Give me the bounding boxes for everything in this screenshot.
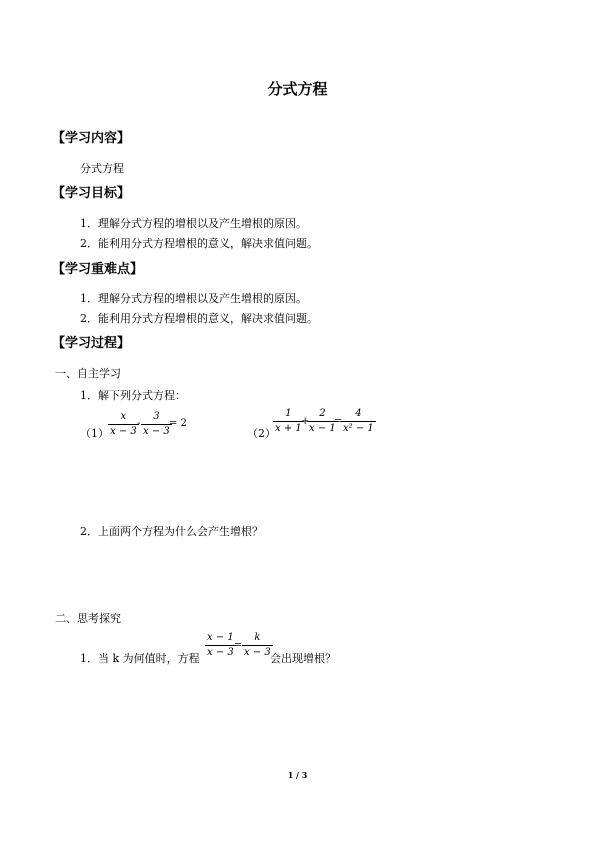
section-heading-goals: 【学习目标】: [52, 186, 131, 201]
page-title: 分式方程: [267, 80, 328, 98]
key-item-2: 2．能利用分式方程增根的意义，解决求值问题。: [80, 312, 318, 325]
eq1-fraction-1-numerator: x: [120, 411, 127, 422]
page-number: 1 / 3: [287, 770, 308, 780]
content-text: 分式方程: [80, 162, 124, 175]
eq1-rhs: = 2: [169, 418, 187, 429]
eq1-operator-1: -: [137, 418, 141, 429]
eq2-operator-1: +: [301, 416, 310, 427]
part2-operator: =: [234, 640, 243, 651]
section-heading-process: 【学习过程】: [52, 336, 131, 351]
section-heading-content: 【学习内容】: [52, 131, 131, 146]
eq1-fraction-2: [141, 412, 172, 437]
part1-heading: 一、自主学习: [55, 367, 121, 380]
eq2-fraction-1-denominator: x + 1: [275, 423, 302, 434]
eq1-fraction-2-denominator: x − 3: [143, 426, 170, 437]
goal-item-1: 1．理解分式方程的增根以及产生增根的原因。: [80, 217, 307, 230]
goal-item-2: 2．能利用分式方程增根的意义，解决求值问题。: [80, 237, 318, 250]
eq2-fraction-2-numerator: 2: [319, 408, 326, 419]
section-heading-key-points: 【学习重难点】: [52, 262, 144, 277]
part2-fraction-2: [242, 633, 273, 658]
part2-fraction-1-denominator: x − 3: [207, 647, 234, 658]
part2-fraction-1: [205, 633, 236, 658]
eq1-label: （1）: [80, 427, 109, 440]
eq2-fraction-1-numerator: 1: [285, 408, 292, 419]
part1-question-2: 2．上面两个方程为什么会产生增根？: [80, 525, 263, 538]
eq1-fraction-2-numerator: 3: [153, 411, 160, 422]
part1-question-1: 1．解下列分式方程：: [80, 389, 186, 402]
eq2-label: （2）: [247, 427, 276, 440]
eq2-operator-2: =: [334, 416, 343, 427]
eq1-fraction-1-denominator: x − 3: [110, 426, 137, 437]
part2-fraction-1-numerator: x − 1: [207, 632, 234, 643]
eq2-fraction-1: [273, 409, 304, 434]
eq1-fraction-1: [108, 412, 139, 437]
part2-heading: 二、思考探究: [55, 612, 121, 625]
eq2-fraction-2-denominator: x − 1: [309, 423, 336, 434]
eq2-fraction-3-numerator: 4: [355, 408, 362, 419]
eq2-fraction-3-denominator: x² − 1: [343, 423, 374, 434]
eq2-fraction-3: [341, 409, 376, 434]
part2-fraction-2-denominator: x − 3: [244, 647, 271, 658]
part2-question-1-suffix: 会出现增根？: [270, 652, 336, 665]
part2-question-1-prefix: 1．当 k 为何值时，方程: [80, 652, 200, 665]
key-item-1: 1．理解分式方程的增根以及产生增根的原因。: [80, 292, 307, 305]
part2-fraction-2-numerator: k: [254, 632, 261, 643]
